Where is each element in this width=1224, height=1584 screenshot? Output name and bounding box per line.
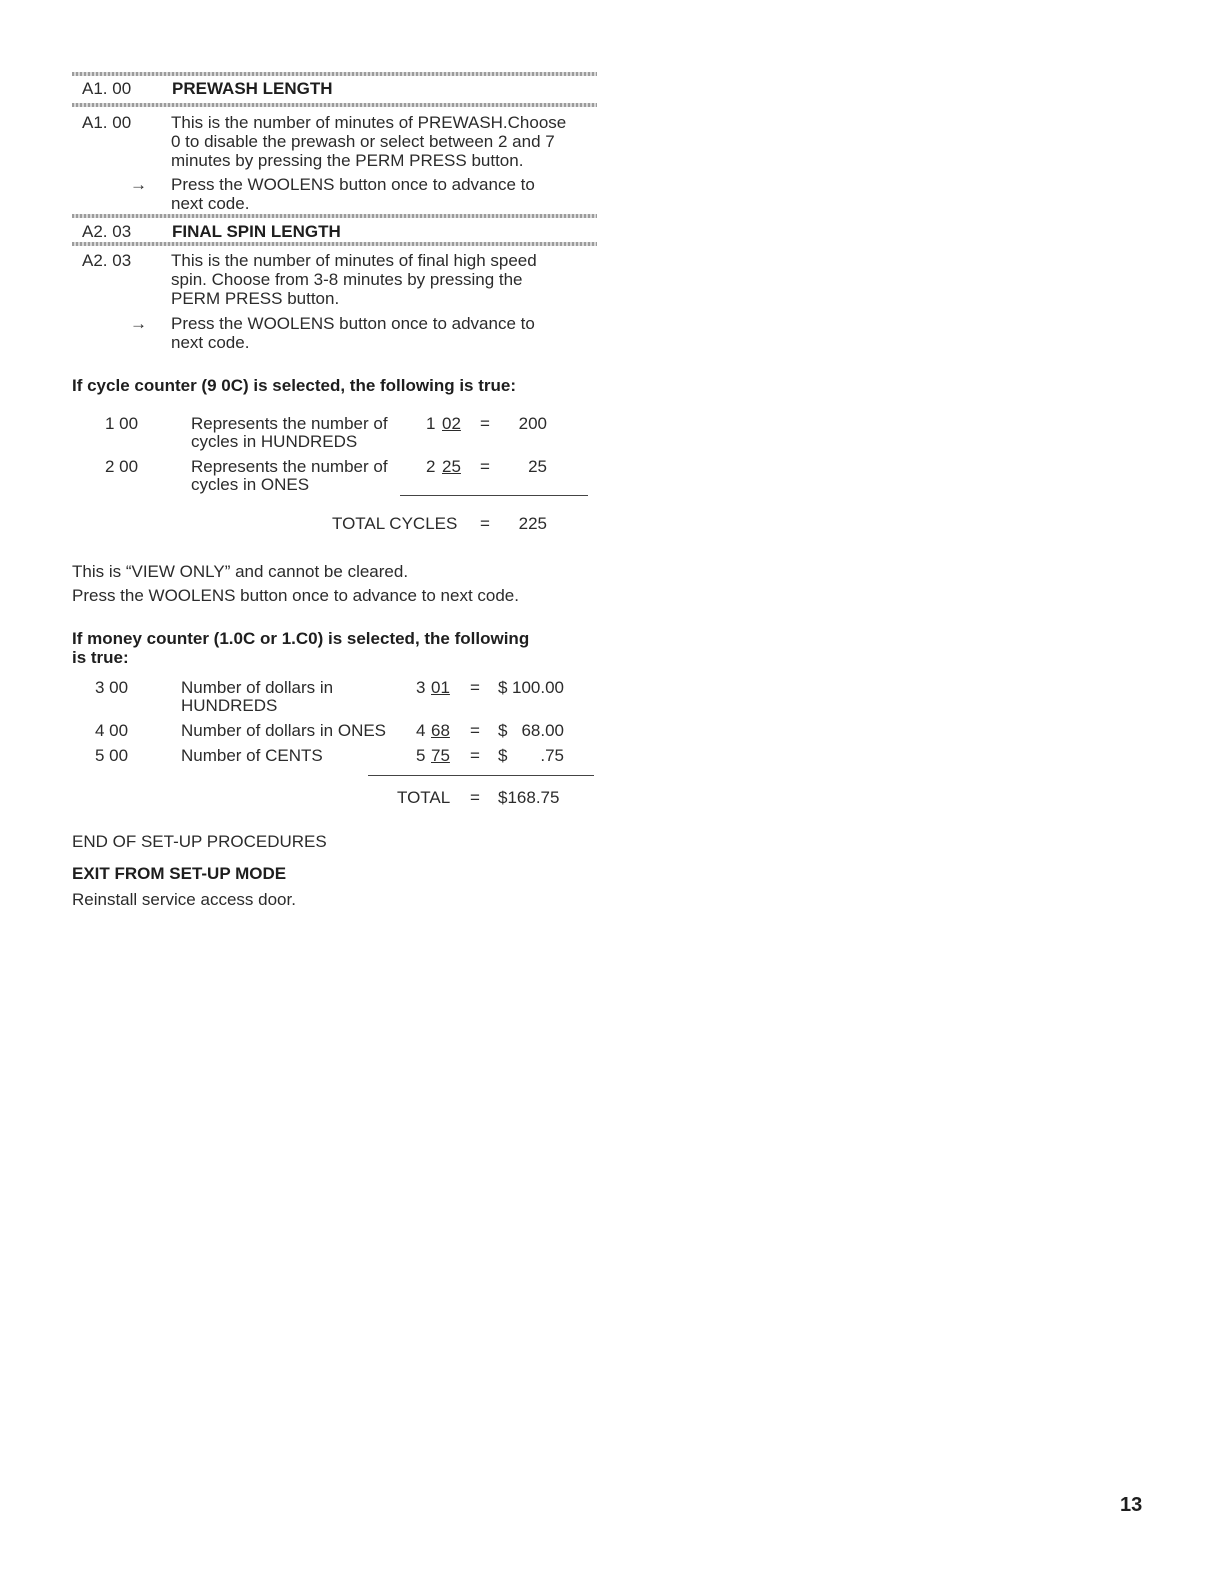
header-band-top-a2: [72, 214, 597, 218]
cycle-row-1-prefix: 1: [426, 414, 436, 433]
cycle-row-1-value: 200: [518, 414, 547, 433]
cycle-row-2-desc-1: Represents the number of: [191, 457, 388, 476]
section-a2-title: FINAL SPIN LENGTH: [172, 222, 341, 241]
money-row-2-equals: =: [470, 721, 480, 740]
exit-setup-heading: EXIT FROM SET-UP MODE: [72, 864, 287, 883]
money-row-2-amount: 68.00: [521, 721, 564, 740]
cycle-row-2-prefix: 2: [426, 457, 436, 476]
section-a1-advance-line-1: Press the WOOLENS button once to advance to: [171, 175, 535, 194]
section-a2-desc-line-3: PERM PRESS button.: [171, 289, 340, 308]
section-a2-desc-line-2: spin. Choose from 3-8 minutes by pressing the: [171, 270, 523, 289]
money-row-1-currency: $: [498, 678, 508, 697]
section-a1-desc-line-3: minutes by pressing the PERM PRESS button.: [171, 151, 524, 170]
money-row-1-code: 3 00: [95, 678, 129, 697]
section-a2-advance-line-1: Press the WOOLENS button once to advance to: [171, 314, 535, 333]
section-a1-row-code: A1. 00: [82, 113, 132, 132]
cycle-total-label: TOTAL CYCLES: [332, 514, 458, 533]
money-row-3-digits: 75: [431, 746, 450, 765]
cycle-row-1-equals: =: [480, 414, 490, 433]
header-band-bottom-a1: [72, 103, 597, 107]
section-a2-advance-line-2: next code.: [171, 333, 250, 352]
view-only-note: This is “VIEW ONLY” and cannot be cleared.: [72, 562, 409, 581]
cycle-row-2-value: 25: [528, 457, 547, 476]
section-a2-row-code: A2. 03: [82, 251, 132, 270]
cycle-counter-heading: If cycle counter (9 0C) is selected, the following is true:: [72, 376, 516, 395]
arrow-icon: →: [130, 314, 147, 333]
money-total-value: $168.75: [498, 788, 560, 807]
money-counter-heading-line-2: is true:: [72, 648, 129, 667]
cycle-row-1-code: 1 00: [105, 414, 139, 433]
money-row-2-prefix: 4: [416, 721, 426, 740]
money-row-1-desc-2: HUNDREDS: [181, 696, 278, 715]
money-row-2-currency: $: [498, 721, 508, 740]
money-row-2-desc-1: Number of dollars in ONES: [181, 721, 387, 740]
money-row-3-amount: .75: [540, 746, 564, 765]
exit-setup-instruction: Reinstall service access door.: [72, 890, 296, 909]
money-row-1-desc-1: Number of dollars in: [181, 678, 334, 697]
money-row-2-digits: 68: [431, 721, 450, 740]
section-a1-title: PREWASH LENGTH: [172, 79, 333, 98]
advance-note: Press the WOOLENS button once to advance to next code.: [72, 586, 519, 605]
cycle-total-equals: =: [480, 514, 490, 533]
money-row-1-amount: 100.00: [512, 678, 564, 697]
cycle-row-2-desc-2: cycles in ONES: [191, 475, 310, 494]
section-a2-header-code: A2. 03: [82, 222, 132, 241]
money-row-1-prefix: 3: [416, 678, 426, 697]
arrow-icon: →: [130, 175, 147, 194]
money-row-1-equals: =: [470, 678, 480, 697]
money-sum-rule: [368, 775, 594, 776]
cycle-row-2-code: 2 00: [105, 457, 139, 476]
cycle-total-value: 225: [518, 514, 547, 533]
money-row-3-prefix: 5: [416, 746, 426, 765]
money-row-3-equals: =: [470, 746, 480, 765]
cycle-row-2-digits: 25: [442, 457, 461, 476]
money-row-3-currency: $: [498, 746, 508, 765]
money-row-3-code: 5 00: [95, 746, 129, 765]
cycle-row-1-digits: 02: [442, 414, 461, 433]
section-a1-advance-line-2: next code.: [171, 194, 250, 213]
header-band-top-a1: [72, 72, 597, 76]
money-row-2-code: 4 00: [95, 721, 129, 740]
money-total-label: TOTAL: [397, 788, 451, 807]
cycle-row-1-desc-1: Represents the number of: [191, 414, 388, 433]
cycle-sum-rule: [400, 495, 588, 496]
cycle-row-2-equals: =: [480, 457, 490, 476]
page-number: 13: [1120, 1494, 1143, 1516]
money-counter-heading-line-1: If money counter (1.0C or 1.C0) is selected, the following: [72, 629, 530, 648]
cycle-row-1-desc-2: cycles in HUNDREDS: [191, 432, 358, 451]
section-a1-desc-line-2: 0 to disable the prewash or select between 2 and 7: [171, 132, 555, 151]
end-of-setup-text: END OF SET-UP PROCEDURES: [72, 832, 327, 851]
money-row-3-desc-1: Number of CENTS: [181, 746, 323, 765]
money-row-1-digits: 01: [431, 678, 450, 697]
section-a1-header-code: A1. 00: [82, 79, 132, 98]
section-a1-desc-line-1: This is the number of minutes of PREWASH.Choose: [171, 113, 567, 132]
section-a2-desc-line-1: This is the number of minutes of final high speed: [171, 251, 537, 270]
header-band-bottom-a2: [72, 242, 597, 246]
money-total-equals: =: [470, 788, 480, 807]
